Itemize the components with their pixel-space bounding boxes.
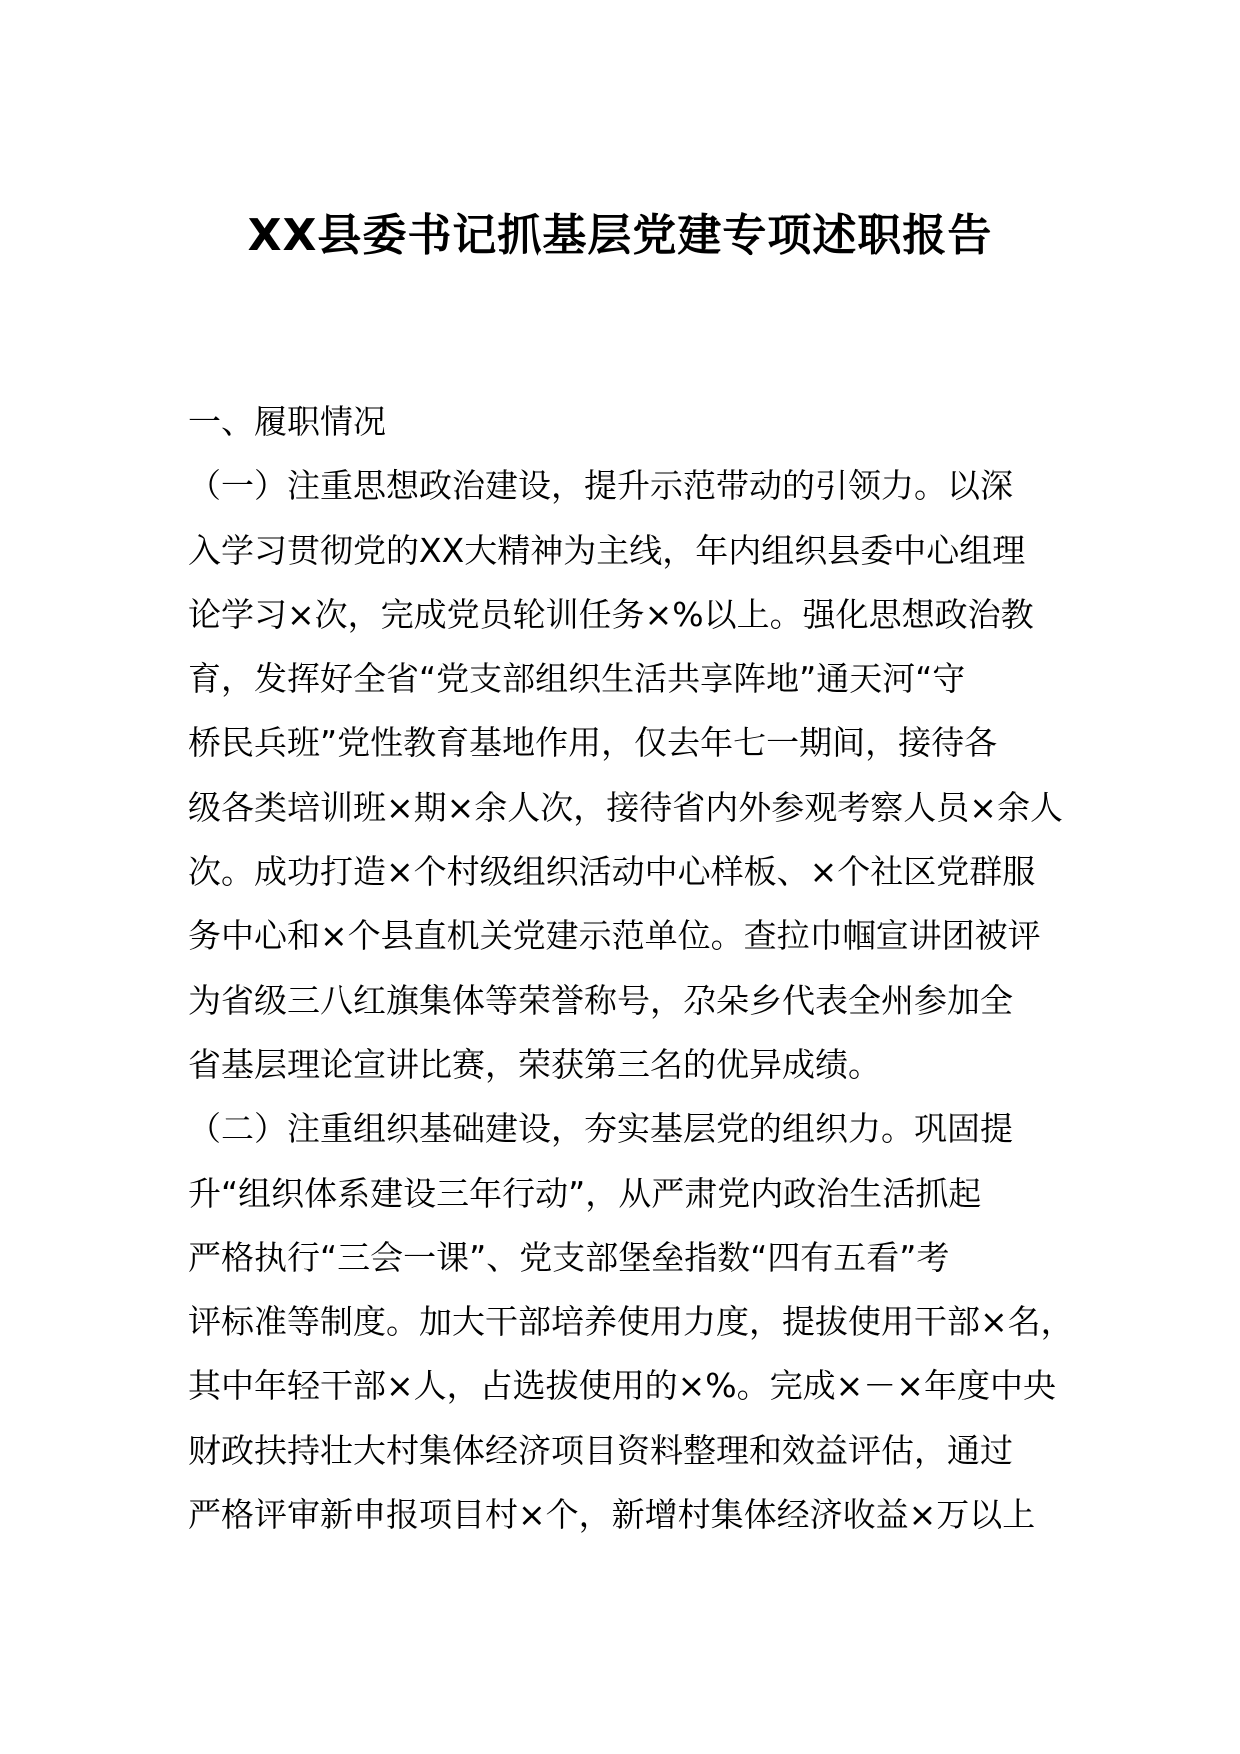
body-line: 评标准等制度。加大干部培养使用力度，提拔使用干部×名， [188, 1302, 1074, 1342]
body-line: 严格执行“三会一课”、党支部堡垒指数“四有五看”考 [188, 1237, 950, 1277]
body-line: 入学习贯彻党的XX大精神为主线，年内组织县委中心组理 [188, 530, 1026, 570]
body-line: 为省级三八红旗集体等荣誉称号，尕朵乡代表全州参加全 [188, 980, 1013, 1020]
body-line: 省基层理论宣讲比赛，荣获第三名的优异成绩。 [188, 1044, 881, 1084]
body-line: （一）注重思想政治建设，提升示范带动的引领力。以深 [188, 466, 1013, 506]
document-body [188, 390, 1074, 1547]
document-title: XX县委书记抓基层党建专项述职报告 [247, 210, 993, 261]
body-line: 务中心和×个县直机关党建示范单位。查拉巾帼宣讲团被评 [188, 916, 1041, 956]
body-line: （二）注重组织基础建设，夯实基层党的组织力。巩固提 [188, 1109, 1013, 1149]
body-line: 其中年轻干部×人，占选拔使用的×%。完成×－×年度中央 [188, 1366, 1056, 1406]
body-line: 育，发挥好全省“党支部组织生活共享阵地”通天河“守 [188, 659, 966, 699]
body-line: 财政扶持壮大村集体经济项目资料整理和效益评估，通过 [188, 1430, 1013, 1470]
body-line: 次。成功打造×个村级组织活动中心样板、×个社区党群服 [188, 852, 1036, 892]
body-line: 升“组织体系建设三年行动”，从严肃党内政治生活抓起 [188, 1173, 982, 1213]
body-line: 级各类培训班×期×余人次，接待省内外参观考察人员×余人 [188, 787, 1063, 827]
body-line: 桥民兵班”党性教育基地作用，仅去年七一期间，接待各 [188, 723, 998, 763]
section-heading: 一、履职情况 [188, 402, 386, 441]
body-line: 论学习×次，完成党员轮训任务×%以上。强化思想政治教 [188, 594, 1034, 634]
body-line: 严格评审新申报项目村×个，新增村集体经济收益×万以上 [188, 1495, 1036, 1535]
